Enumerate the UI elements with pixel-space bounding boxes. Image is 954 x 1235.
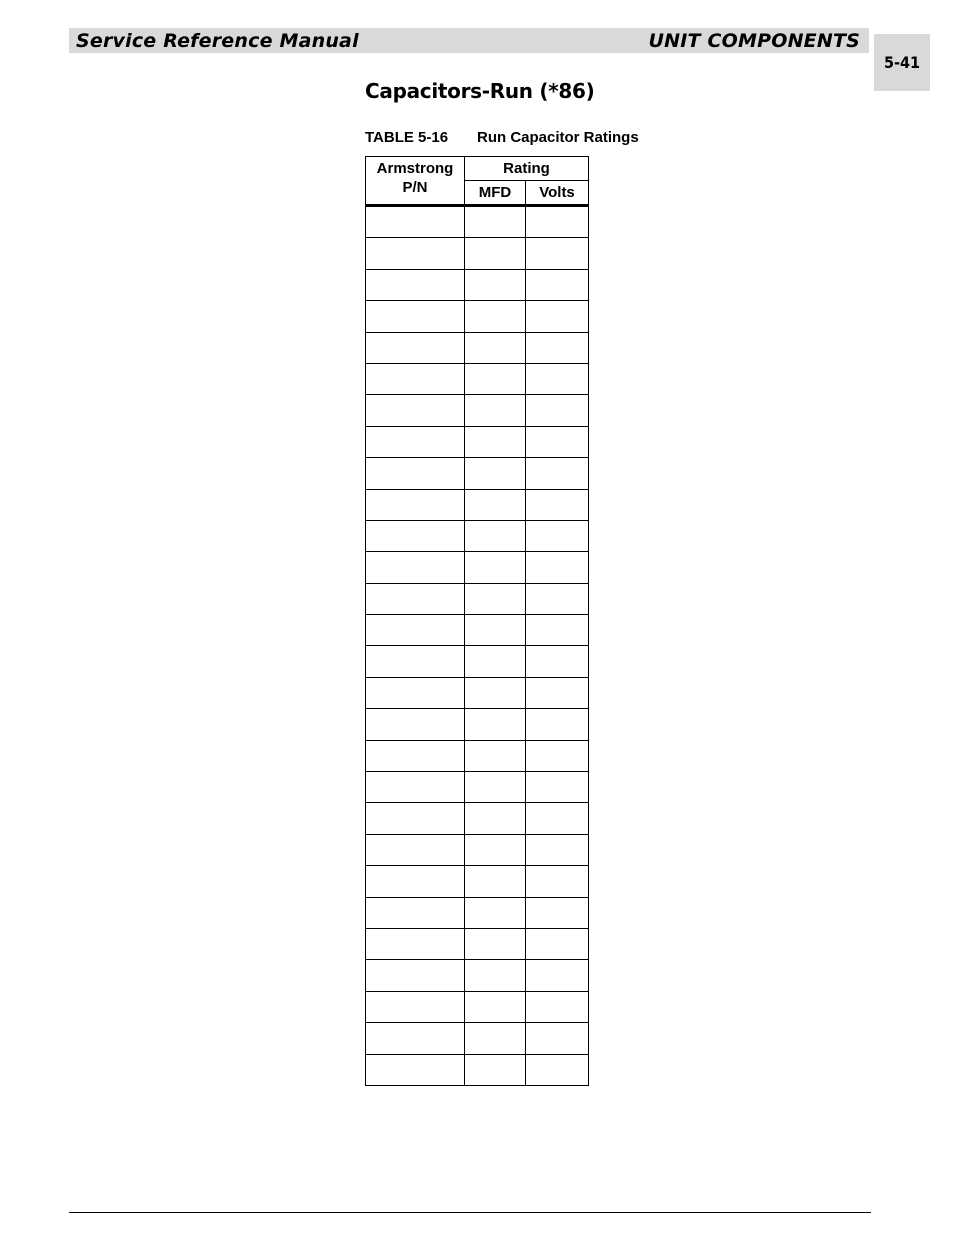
part-number-cell <box>366 740 465 771</box>
section-title: Capacitors-Run (*86) <box>365 79 595 103</box>
part-number-cell <box>366 269 465 300</box>
table-row <box>366 583 589 614</box>
volts-cell <box>526 928 589 959</box>
volts-cell <box>526 772 589 803</box>
part-number-cell <box>366 1054 465 1085</box>
manual-title: Service Reference Manual <box>76 30 359 52</box>
mfd-cell <box>465 206 526 238</box>
volts-cell <box>526 677 589 708</box>
volts-cell <box>526 426 589 457</box>
table-row <box>366 206 589 238</box>
volts-cell <box>526 489 589 520</box>
table-row <box>366 332 589 363</box>
part-number-cell <box>366 866 465 897</box>
mfd-cell <box>465 677 526 708</box>
part-number-cell <box>366 772 465 803</box>
part-number-cell <box>366 520 465 551</box>
mfd-cell <box>465 740 526 771</box>
part-number-cell <box>366 489 465 520</box>
part-number-cell <box>366 677 465 708</box>
table-row <box>366 1023 589 1054</box>
mfd-cell <box>465 772 526 803</box>
mfd-cell <box>465 269 526 300</box>
part-number-cell <box>366 301 465 332</box>
chapter-title: UNIT COMPONENTS <box>648 30 860 52</box>
mfd-cell <box>465 426 526 457</box>
volts-cell <box>526 206 589 238</box>
table-row <box>366 772 589 803</box>
table-row <box>366 677 589 708</box>
mfd-cell <box>465 615 526 646</box>
volts-cell <box>526 583 589 614</box>
table-row <box>366 269 589 300</box>
mfd-cell <box>465 1023 526 1054</box>
part-number-cell <box>366 834 465 865</box>
table-row <box>366 552 589 583</box>
mfd-cell <box>465 395 526 426</box>
mfd-cell <box>465 803 526 834</box>
part-number-cell <box>366 238 465 269</box>
mfd-cell <box>465 332 526 363</box>
table-row <box>366 363 589 394</box>
volts-cell <box>526 740 589 771</box>
part-number-cell <box>366 1023 465 1054</box>
mfd-cell <box>465 834 526 865</box>
volts-cell <box>526 395 589 426</box>
mfd-cell <box>465 238 526 269</box>
table-row <box>366 426 589 457</box>
mfd-cell <box>465 897 526 928</box>
mfd-cell <box>465 458 526 489</box>
part-number-cell <box>366 803 465 834</box>
mfd-cell <box>465 866 526 897</box>
footer-rule <box>69 1212 871 1213</box>
volts-cell <box>526 960 589 991</box>
table-row <box>366 834 589 865</box>
mfd-cell <box>465 646 526 677</box>
volts-cell <box>526 1023 589 1054</box>
volts-cell <box>526 301 589 332</box>
volts-cell <box>526 834 589 865</box>
page-number: 5-41 <box>874 34 930 91</box>
volts-cell <box>526 897 589 928</box>
table-row <box>366 928 589 959</box>
mfd-cell <box>465 363 526 394</box>
part-number-cell <box>366 426 465 457</box>
volts-cell <box>526 269 589 300</box>
mfd-cell <box>465 928 526 959</box>
table-row <box>366 866 589 897</box>
table-row <box>366 709 589 740</box>
table-row <box>366 520 589 551</box>
table-row <box>366 238 589 269</box>
mfd-cell <box>465 1054 526 1085</box>
col-header-rating: Rating <box>465 157 589 181</box>
col-header-mfd: MFD <box>465 181 526 206</box>
table-row <box>366 646 589 677</box>
table-row <box>366 458 589 489</box>
table-row <box>366 803 589 834</box>
volts-cell <box>526 991 589 1022</box>
volts-cell <box>526 615 589 646</box>
volts-cell <box>526 709 589 740</box>
mfd-cell <box>465 489 526 520</box>
part-number-cell <box>366 395 465 426</box>
mfd-cell <box>465 960 526 991</box>
table-row <box>366 301 589 332</box>
part-number-cell <box>366 206 465 238</box>
part-number-cell <box>366 615 465 646</box>
table-number: TABLE 5-16 <box>365 129 449 146</box>
table-row <box>366 615 589 646</box>
volts-cell <box>526 332 589 363</box>
mfd-cell <box>465 301 526 332</box>
volts-cell <box>526 1054 589 1085</box>
table-caption <box>365 129 639 146</box>
volts-cell <box>526 238 589 269</box>
volts-cell <box>526 363 589 394</box>
table-title: Run Capacitor Ratings <box>477 129 639 146</box>
table-row <box>366 960 589 991</box>
volts-cell <box>526 520 589 551</box>
part-number-cell <box>366 363 465 394</box>
table-row <box>366 740 589 771</box>
mfd-cell <box>465 583 526 614</box>
mfd-cell <box>465 520 526 551</box>
table-row <box>366 991 589 1022</box>
volts-cell <box>526 803 589 834</box>
volts-cell <box>526 866 589 897</box>
part-number-cell <box>366 897 465 928</box>
volts-cell <box>526 552 589 583</box>
volts-cell <box>526 646 589 677</box>
table-row <box>366 489 589 520</box>
table-row <box>366 897 589 928</box>
part-number-cell <box>366 552 465 583</box>
table-row <box>366 1054 589 1085</box>
part-number-cell <box>366 991 465 1022</box>
part-number-cell <box>366 960 465 991</box>
part-number-cell <box>366 332 465 363</box>
part-number-cell <box>366 646 465 677</box>
part-number-cell <box>366 458 465 489</box>
part-number-cell <box>366 709 465 740</box>
col-header-part-number: Armstrong P/N <box>366 157 465 206</box>
part-number-cell <box>366 583 465 614</box>
table-body <box>366 206 589 1086</box>
mfd-cell <box>465 709 526 740</box>
run-capacitor-table <box>365 156 589 1086</box>
col-header-volts: Volts <box>526 181 589 206</box>
part-number-cell <box>366 928 465 959</box>
mfd-cell <box>465 552 526 583</box>
table-row <box>366 395 589 426</box>
volts-cell <box>526 458 589 489</box>
mfd-cell <box>465 991 526 1022</box>
